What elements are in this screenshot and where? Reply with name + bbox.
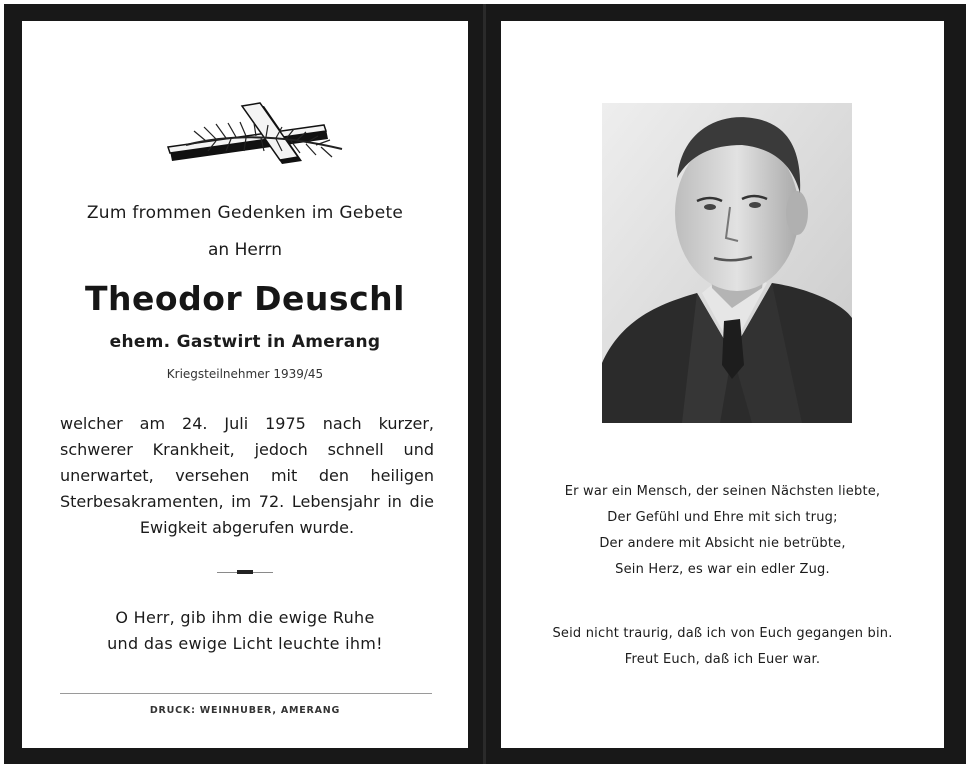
- poem-line: Der andere mit Absicht nie betrübte,: [599, 536, 846, 551]
- closing-line: Freut Euch, daß ich Euer war.: [624, 652, 821, 667]
- divider-mark: [237, 570, 253, 574]
- memorial-card-frame: [4, 4, 966, 764]
- closing-verse: [501, 621, 944, 673]
- poem: [501, 479, 944, 583]
- veteran-note: Kriegsteilnehmer 1939/45: [166, 367, 324, 381]
- closing-line: Seid nicht traurig, daß ich von Euch gegangen bin.: [552, 626, 893, 641]
- poem-line: Der Gefühl und Ehre mit sich trug;: [607, 510, 838, 525]
- card-fold: [483, 4, 486, 764]
- prayer-line: und das ewige Licht leuchte ihm!: [107, 634, 383, 653]
- left-panel: [22, 21, 468, 748]
- prayer: [22, 605, 468, 657]
- biography-text: welcher am 24. Juli 1975 nach kurzer, schwerer Krankheit, jedoch schnell und unerwartet, versehen mit den heiligen Sterbesakramenten, im 72. Lebensjahr in die Ewigkeit abgerufen wurde.: [60, 414, 434, 537]
- right-panel: [501, 21, 944, 748]
- poem-line: Sein Herz, es war ein edler Zug.: [615, 562, 830, 577]
- portrait-photo: [602, 103, 852, 423]
- occupation: ehem. Gastwirt in Amerang: [109, 332, 381, 352]
- prayer-line: O Herr, gib ihm die ewige Ruhe: [115, 608, 375, 627]
- footer-rule: [60, 693, 432, 694]
- salutation: an Herrn: [208, 240, 282, 260]
- deceased-name: Theodor Deuschl: [85, 279, 405, 318]
- poem-line: Er war ein Mensch, der seinen Nächsten liebte,: [564, 484, 881, 499]
- cross-with-palm-icon: [146, 91, 346, 171]
- printer-credit: DRUCK: WEINHUBER, AMERANG: [149, 705, 341, 716]
- intro-line: Zum frommen Gedenken im Gebete: [86, 203, 404, 223]
